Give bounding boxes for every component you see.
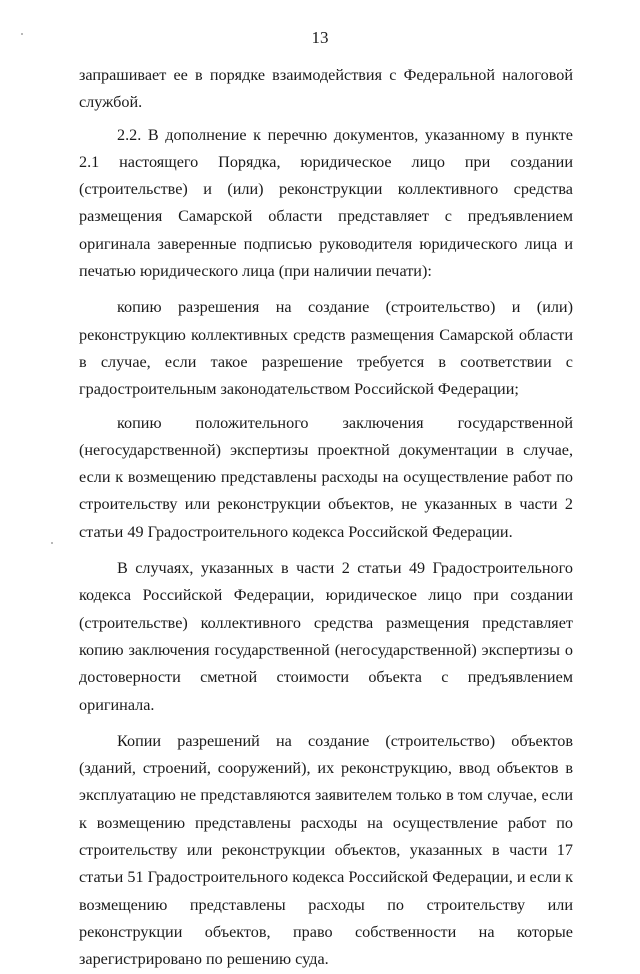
paragraph-expertise-copy: копию положительного заключения государственной (негосударственной) экспертизы проектной документации в случае, если к возмещению представлены расходы на осуществление работ по строительству или реконструкции объектов, не указанных в части 2 статьи 49 Градостроительного кодекса Российской Федерации. xyxy=(79,413,573,541)
paragraph-2-2: 2.2. В дополнение к перечню документов, указанному в пункте 2.1 настоящего Порядка, юридическое лицо при создании (строительстве) и (или) реконструкции коллективного средства размещения Самарской области представляет с предъявлением оригинала заверенные подписью руководителя юридического лица и печатью юридического лица (при наличии печати): xyxy=(79,125,573,281)
paragraph-estimate-expertise: В случаях, указанных в части 2 статьи 49 Градостроительного кодекса Российской Федерации, юридическое лицо при создании (строительстве) коллективного средства размещения представляет копию заключения государственной (негосударственной) экспертизы о достоверности сметной стоимости объекта с предъявлением оригинала. xyxy=(79,559,573,714)
page-number: 13 xyxy=(311,28,329,47)
document-body xyxy=(79,62,573,974)
paragraph-permit-exemption: Копии разрешений на создание (строительство) объектов (зданий, строений, сооружений), их реконструкцию, ввод объектов в эксплуатацию не представляются заявителем только в том случае, если к возмещению представлены расходы на осуществление работ по строительству или реконструкции объектов, указанных в части 17 статьи 51 Градостроительного кодекса Российской Федерации, и если к возмещению представлены расходы по строительству или реконструкции объектов, право собственности на которые зарегистрировано по решению суда. xyxy=(79,731,573,969)
scan-speck xyxy=(21,33,23,35)
scan-speck xyxy=(51,542,53,544)
paragraph-continuation: запрашивает ее в порядке взаимодействия с Федеральной налоговой службой. xyxy=(79,66,573,112)
paragraph-permit-copy: копию разрешения на создание (строительство) и (или) реконструкцию коллективных средств размещения Самарской области в случае, если такое разрешение требуется в соответствии с градостроительным законодательством Российской Федерации; xyxy=(79,298,573,399)
